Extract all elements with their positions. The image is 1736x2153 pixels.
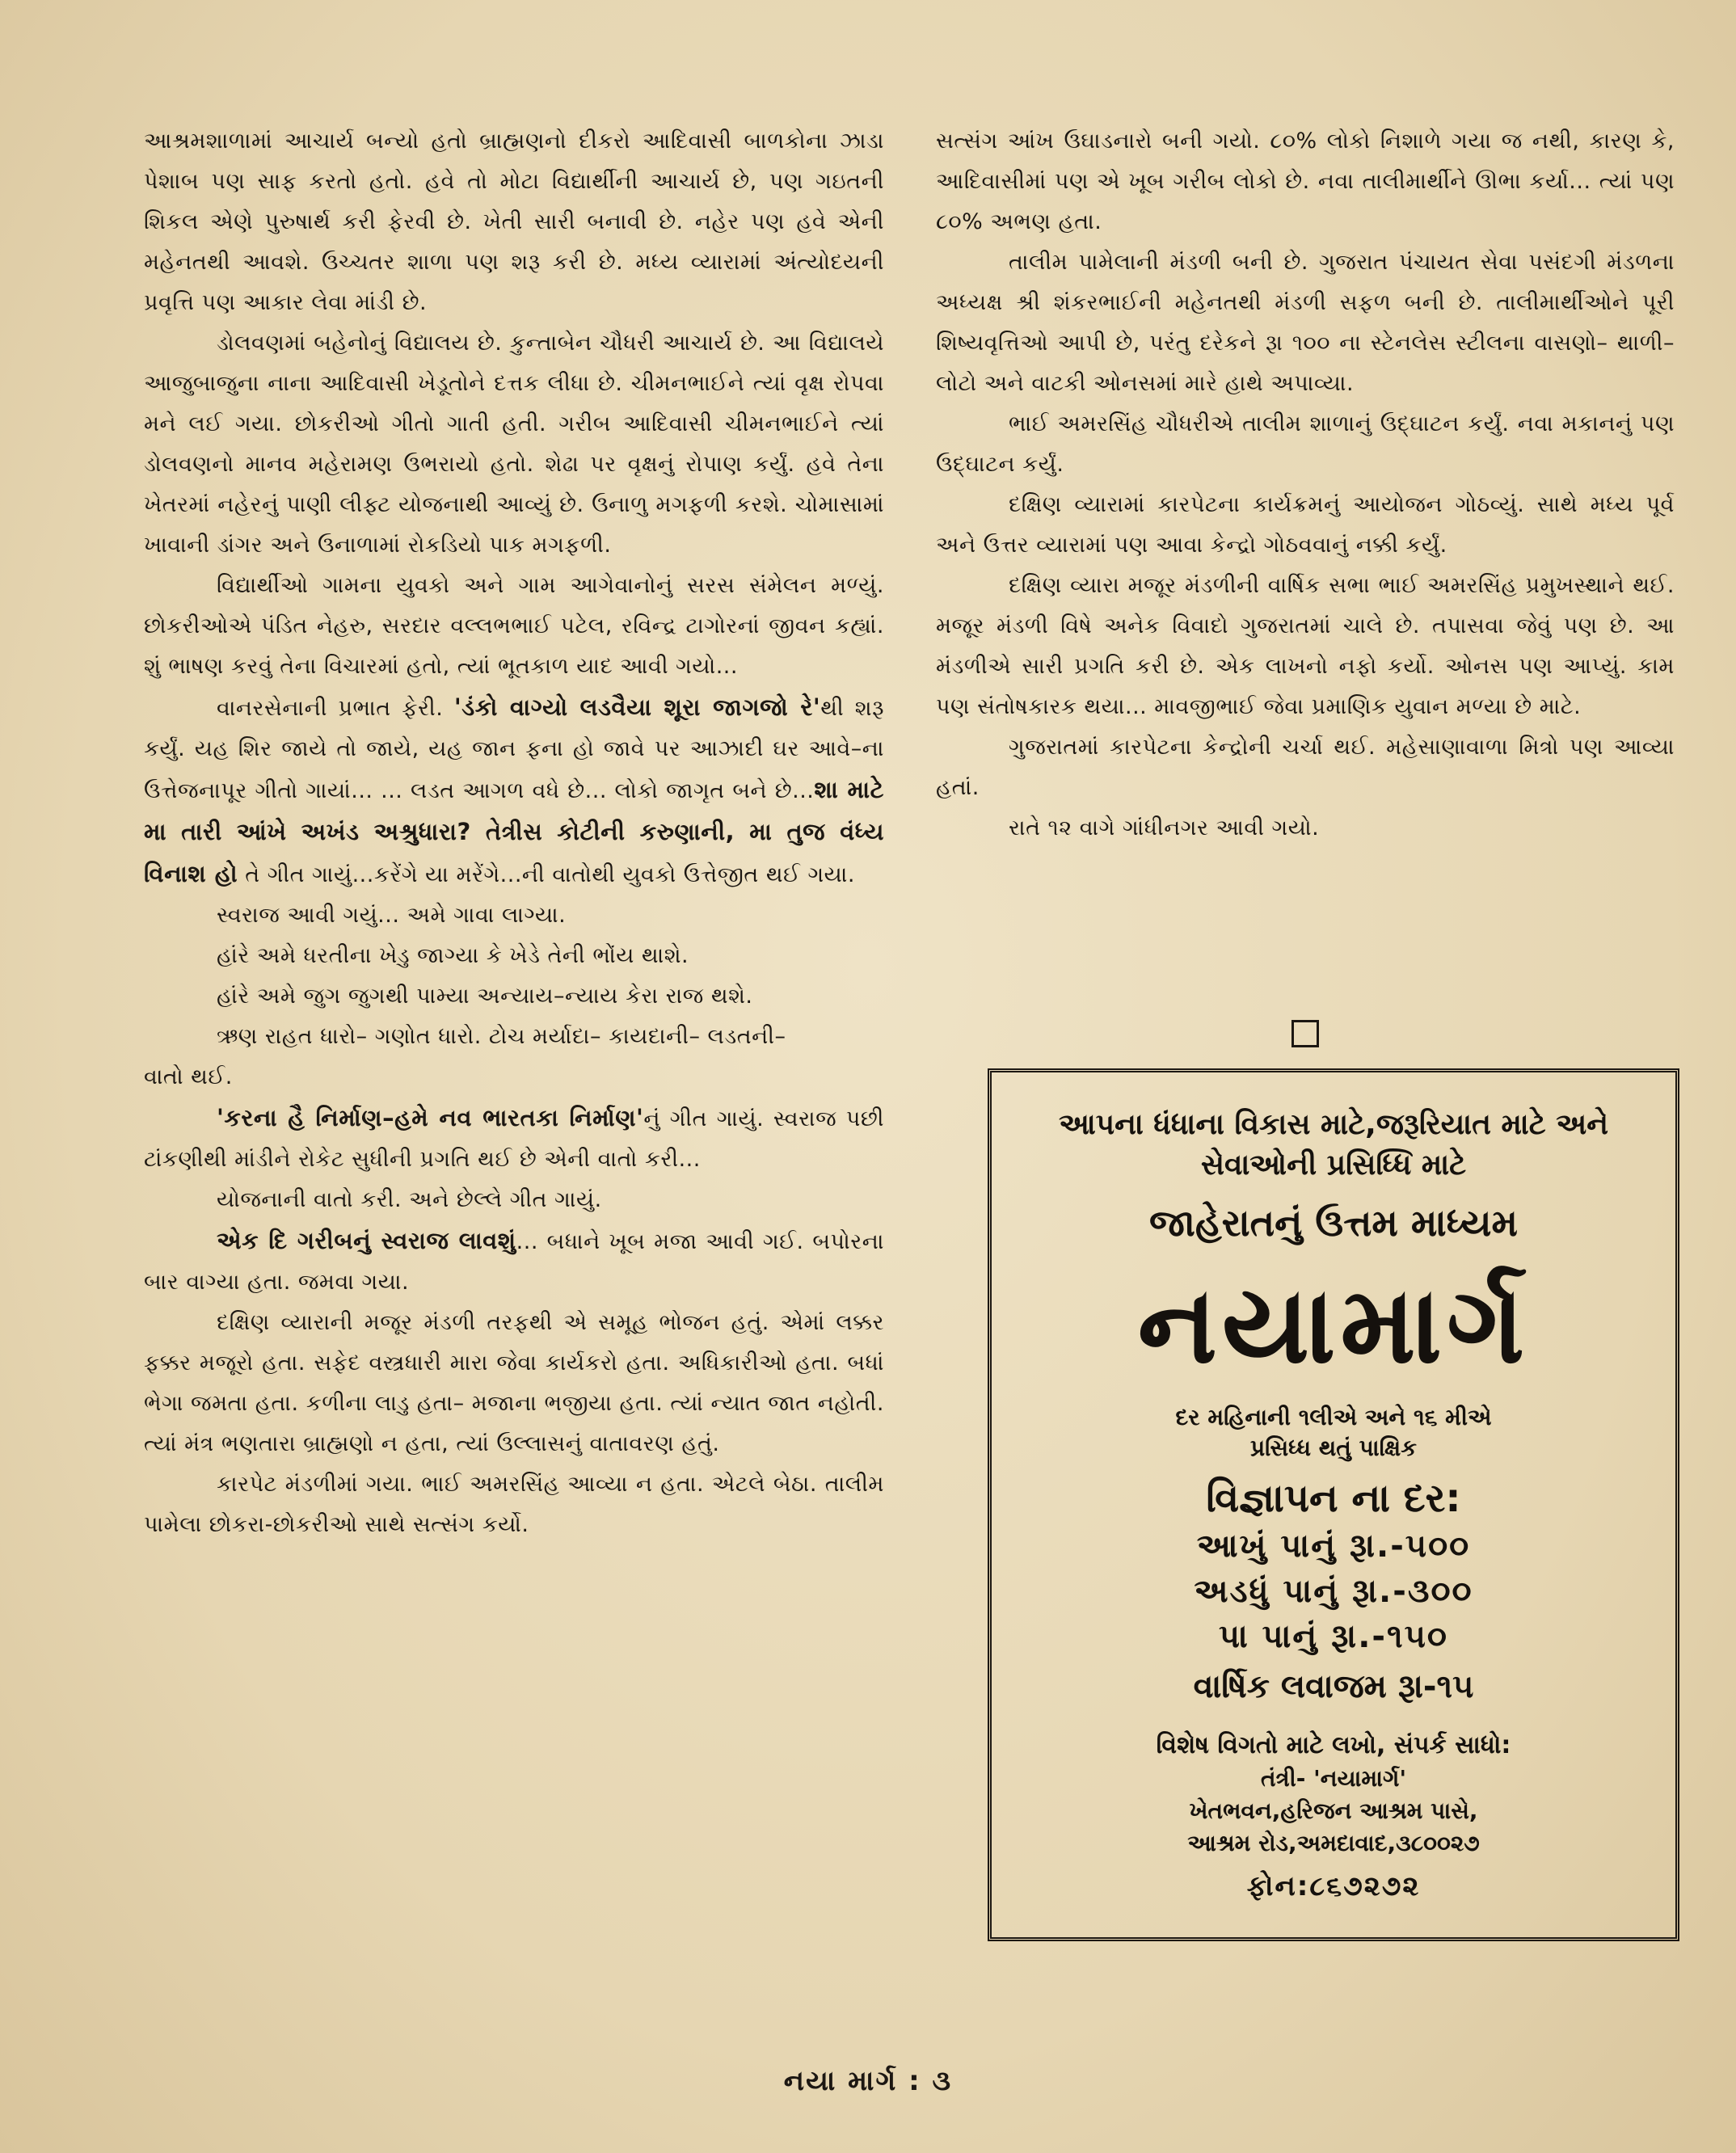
paragraph-text: તે ગીત ગાયું...કરેંગે યા મરેંગે...ની વાતોથી યુવકો ઉત્તેજીત થઈ ગયા.: [238, 862, 855, 887]
paragraph: દક્ષિણ વ્યારા મજૂર મંડળીની વાર્ષિક સભા ભાઈ અમરસિંહ પ્રમુખસ્થાને થઈ. મજૂર મંડળી વિષે અનેક વિવાદો ગુજરાતમાં ચાલે છે. તપાસવા જેવું પણ છે. આ મંડળીએ સારી પ્રગતિ કરી છે. એક લાખનો નફો કર્યો. ઓનસ પણ આપ્યું. કામ પણ સંતોષકારક થયા... માવજીભાઈ જેવા પ્રમાણિક યુવાન મળ્યા છે માટે.: [936, 573, 1675, 719]
paragraph: ગુજરાતમાં કારપેટના કેન્દ્રોની ચર્ચા થઈ. મહેસાણાવાળા મિત્રો પણ આવ્યા હતાં.: [936, 735, 1675, 800]
ad-phone: ફોન:૮૬૭૨૭૨: [1246, 1870, 1421, 1902]
paragraph: [144, 1098, 884, 1180]
paragraph: યોજનાની વાતો કરી. અને છેલ્લે ગીત ગાયું.: [217, 1187, 602, 1212]
song-title: 'કરના હૈ નિર્માણ–હમે નવ ભારતકા નિર્માણ': [217, 1104, 644, 1131]
ad-rate-half-page: અડધું પાનું રૂા.-૩૦૦: [1194, 1573, 1473, 1610]
verse-line: હાંરે અમે જુગ જુગથી પામ્યા અન્યાય–ન્યાય કેરા રાજ થશે.: [217, 984, 753, 1009]
right-column: [936, 121, 1675, 849]
paragraph-text: નું ગીત ગાયું. સ્વરાજ પછી ટાંકણીથી માંડીને રોકેટ સુધીની પ્રગતિ થઈ છે એની વાતો કરી...: [144, 1106, 884, 1172]
verse-line: સ્વરાજ આવી ગયું... અમે ગાવા લાગ્યા.: [217, 903, 567, 928]
ad-subtitle: પ્રસિધ્ધ થતું પાક્ષિક: [1249, 1435, 1418, 1461]
paragraph: દક્ષિણ વ્યારામાં કારપેટના કાર્યક્રમનું આયોજન ગોઠવ્યું. સાથે મધ્ય પૂર્વ અને ઉત્તર વ્યારામાં પણ આવા કેન્દ્રો ગોઠવવાનું નક્કી કર્યું.: [936, 492, 1675, 558]
verse-line: હાંરે અમે ધરતીના ખેડુ જાગ્યા કે ખેડે તેની ભોંય થાશે.: [217, 943, 689, 968]
ad-address-line-1: ખેતભવન,હરિજન આશ્રમ પાસે,: [1189, 1797, 1478, 1824]
ad-rate-quarter-page: પા પાનું રૂા.-૧૫૦: [1218, 1618, 1448, 1655]
advertisement-box: [988, 1068, 1679, 1941]
paragraph: [144, 1220, 884, 1303]
paragraph: વિદ્યાર્થીઓ ગામના યુવકો અને ગામ આગેવાનોનું સરસ સંમેલન મળ્યું. છોકરીઓએ પંડિત નેહરુ, સરદાર વલ્લભભાઈ પટેલ, રવિન્દ્ર ટાગોરનાં જીવન કહ્યાં. શું ભાષણ કરવું તેના વિચારમાં હતો, ત્યાં ભૂતકાળ યાદ આવી ગયો...: [144, 573, 884, 679]
ad-editor: તંત્રી- 'નયામાર્ગ': [1260, 1765, 1407, 1792]
end-of-article-square-icon: [1291, 1020, 1319, 1047]
ad-address-line-2: આશ્રમ રોડ,અમદાવાદ,૩૮૦૦૨૭: [1187, 1830, 1480, 1856]
paragraph: કારપેટ મંડળીમાં ગયા. ભાઈ અમરસિંહ આવ્યા ન હતા. એટલે બેઠા. તાલીમ પામેલા છોકરા-છોકરીઓ સાથે સત્સંગ કર્યો.: [144, 1472, 884, 1537]
paragraph: ડોલવણમાં બહેનોનું વિદ્યાલય છે. કુન્તાબેન ચૌધરી આચાર્ય છે. આ વિદ્યાલયે આજુબાજુના નાના આદિવાસી ખેડૂતોને દત્તક લીધા છે. ચીમનભાઈને ત્યાં વૃક્ષ રોપવા મને લઈ ગયા. છોકરીઓ ગીતો ગાતી હતી. ગરીબ આદિવાસી ચીમનભાઈને ત્યાં ડોલવણનો માનવ મહેરામણ ઉભરાયો હતો. શેઢા પર વૃક્ષનું રોપાણ કર્યું. હવે તેના ખેતરમાં નહેરનું પાણી લીફ્ટ યોજનાથી આવ્યું છે. ઉનાળુ મગફળી કરશે. ચોમાસામાં ખાવાની ડાંગર અને ઉનાળામાં રોકડિયો પાક મગફળી.: [144, 331, 884, 558]
ad-line-2: સેવાઓની પ્રસિધ્ધિ માટે: [1200, 1148, 1467, 1182]
left-column: [144, 121, 884, 1545]
paragraph-text: વાનરસેનાની પ્રભાત ફેરી.: [217, 696, 454, 721]
song-title: 'ડંકો વાગ્યો લડવૈયા શૂરા જાગજો રે': [453, 693, 821, 721]
paragraph: દક્ષિણ વ્યારાની મજૂર મંડળી તરફથી એ સમૂહ ભોજન હતું. એમાં લક્કર ફક્કર મજૂરો હતા. સફેદ વસ્ત્રધારી મારા જેવા કાર્યકરો હતા. અધિકારીઓ હતા. બધાં ભેગા જમતા હતા. કળીના લાડુ હતા– મજાના ભજીયા હતા. ત્યાં ન્યાત જાત નહોતી. ત્યાં મંત્ર ભણતારા બ્રાહ્મણો ન હતા, ત્યાં ઉલ્લાસનું વાતાવરણ હતું.: [144, 1310, 884, 1456]
ad-rates-heading: વિજ્ઞાપન ના દર:: [1206, 1476, 1461, 1521]
paragraph-text: ... બધાને ખૂબ મજા આવી ગઈ. બપોરના બાર વાગ્યા હતા. જમવા ગયા.: [144, 1229, 884, 1295]
ad-line-1: આપના ધંધાના વિકાસ માટે,જરૂરિયાત માટે અને: [1058, 1108, 1609, 1141]
song-title: એક દિ ગરીબનું સ્વરાજ લાવશું: [217, 1227, 516, 1254]
paragraph: આશ્રમશાળામાં આચાર્ય બન્યો હતો બ્રાહ્મણનો દીકરો આદિવાસી બાળકોના ઝાડા પેશાબ પણ સાફ કરતો હતો. હવે તો મોટા વિદ્યાર્થીની આચાર્ય છે, પણ ગઇતની શિકલ એણે પુરુષાર્થ કરી ફેરવી છે. ખેતી સારી બનાવી છે. નહેર પણ હવે એની મહેનતથી આવશે. ઉચ્ચતર શાળા પણ શરૂ કરી છે. મધ્ય વ્યારામાં અંત્યોદયની પ્રવૃત્તિ પણ આકાર લેવા માંડી છે.: [144, 129, 884, 315]
ad-brand-name: નયામાર્ગ: [1137, 1263, 1530, 1388]
paragraph-text: થી શરૂ કર્યું. યહ શિર જાયે તો જાયે, યહ જાન ફના હો જાવે પર આઝાદી ઘર આવે–ના ઉત્તેજનાપૂર ગીતો ગાયાં... ... લડત આગળ વધે છે... લોકો જાગૃત બને છે...: [144, 696, 884, 803]
paragraph: સત્સંગ આંખ ઉઘાડનારો બની ગયો. ૮૦% લોકો નિશાળે ગયા જ નથી, કારણ કે, આદિવાસીમાં પણ એ ખૂબ ગરીબ લોકો છે. નવા તાલીમાર્થીને ઊભા કર્યા... ત્યાં પણ ૮૦% અભણ હતા.: [936, 129, 1675, 234]
paragraph: રાતે ૧૨ વાગે ગાંધીનગર આવી ગયો.: [1009, 815, 1320, 841]
paragraph: ભાઈ અમરસિંહ ચૌધરીએ તાલીમ શાળાનું ઉદ્ઘાટન કર્યું. નવા મકાનનું પણ ઉદ્ઘાટન કર્યું.: [936, 411, 1675, 477]
ad-annual-subscription: વાર્ષિક લવાજમ રૂા-૧૫: [1193, 1668, 1474, 1705]
ad-rate-full-page: આખું પાનું રૂા.-૫૦૦: [1196, 1527, 1471, 1565]
ad-frequency: દર મહિનાની ૧લીએ અને ૧૬ મીએ: [1175, 1404, 1492, 1430]
ad-tagline: જાહેરાતનું ઉત્તમ માધ્યમ: [1149, 1201, 1518, 1245]
verse-line: ઋણ રાહત ધારો– ગણોત ધારો. ટોચ મર્યાદા– કાયદાની– લડતની–: [217, 1024, 786, 1049]
paragraph: [144, 687, 884, 895]
paragraph: તાલીમ પામેલાની મંડળી બની છે. ગુજરાત પંચાયત સેવા પસંદગી મંડળના અધ્યક્ષ શ્રી શંકરભાઈની મહેનતથી મંડળી સફળ બની છે. તાલીમાર્થીઓને પૂરી શિષ્યવૃત્તિઓ આપી છે, પરંતુ દરેકને રૂા ૧૦૦ ના સ્ટેનલેસ સ્ટીલના વાસણો– થાળી– લોટો અને વાટકી ઓનસમાં મારે હાથે અપાવ્યા.: [936, 250, 1675, 396]
verse-tail: વાતો થઈ.: [144, 1064, 233, 1089]
ad-contact: વિશેષ વિગતો માટે લખો, સંપર્ક સાધો:: [1156, 1731, 1511, 1759]
song-title: શા માટે મા તારી આંખે અખંડ અશ્રુધારા? તેત્રીસ કોટીની કરુણાની, મા તુજ વંધ્ય વિનાશ હો: [144, 776, 884, 887]
page-footer: નયા માર્ગ : ૩: [783, 2065, 953, 2097]
